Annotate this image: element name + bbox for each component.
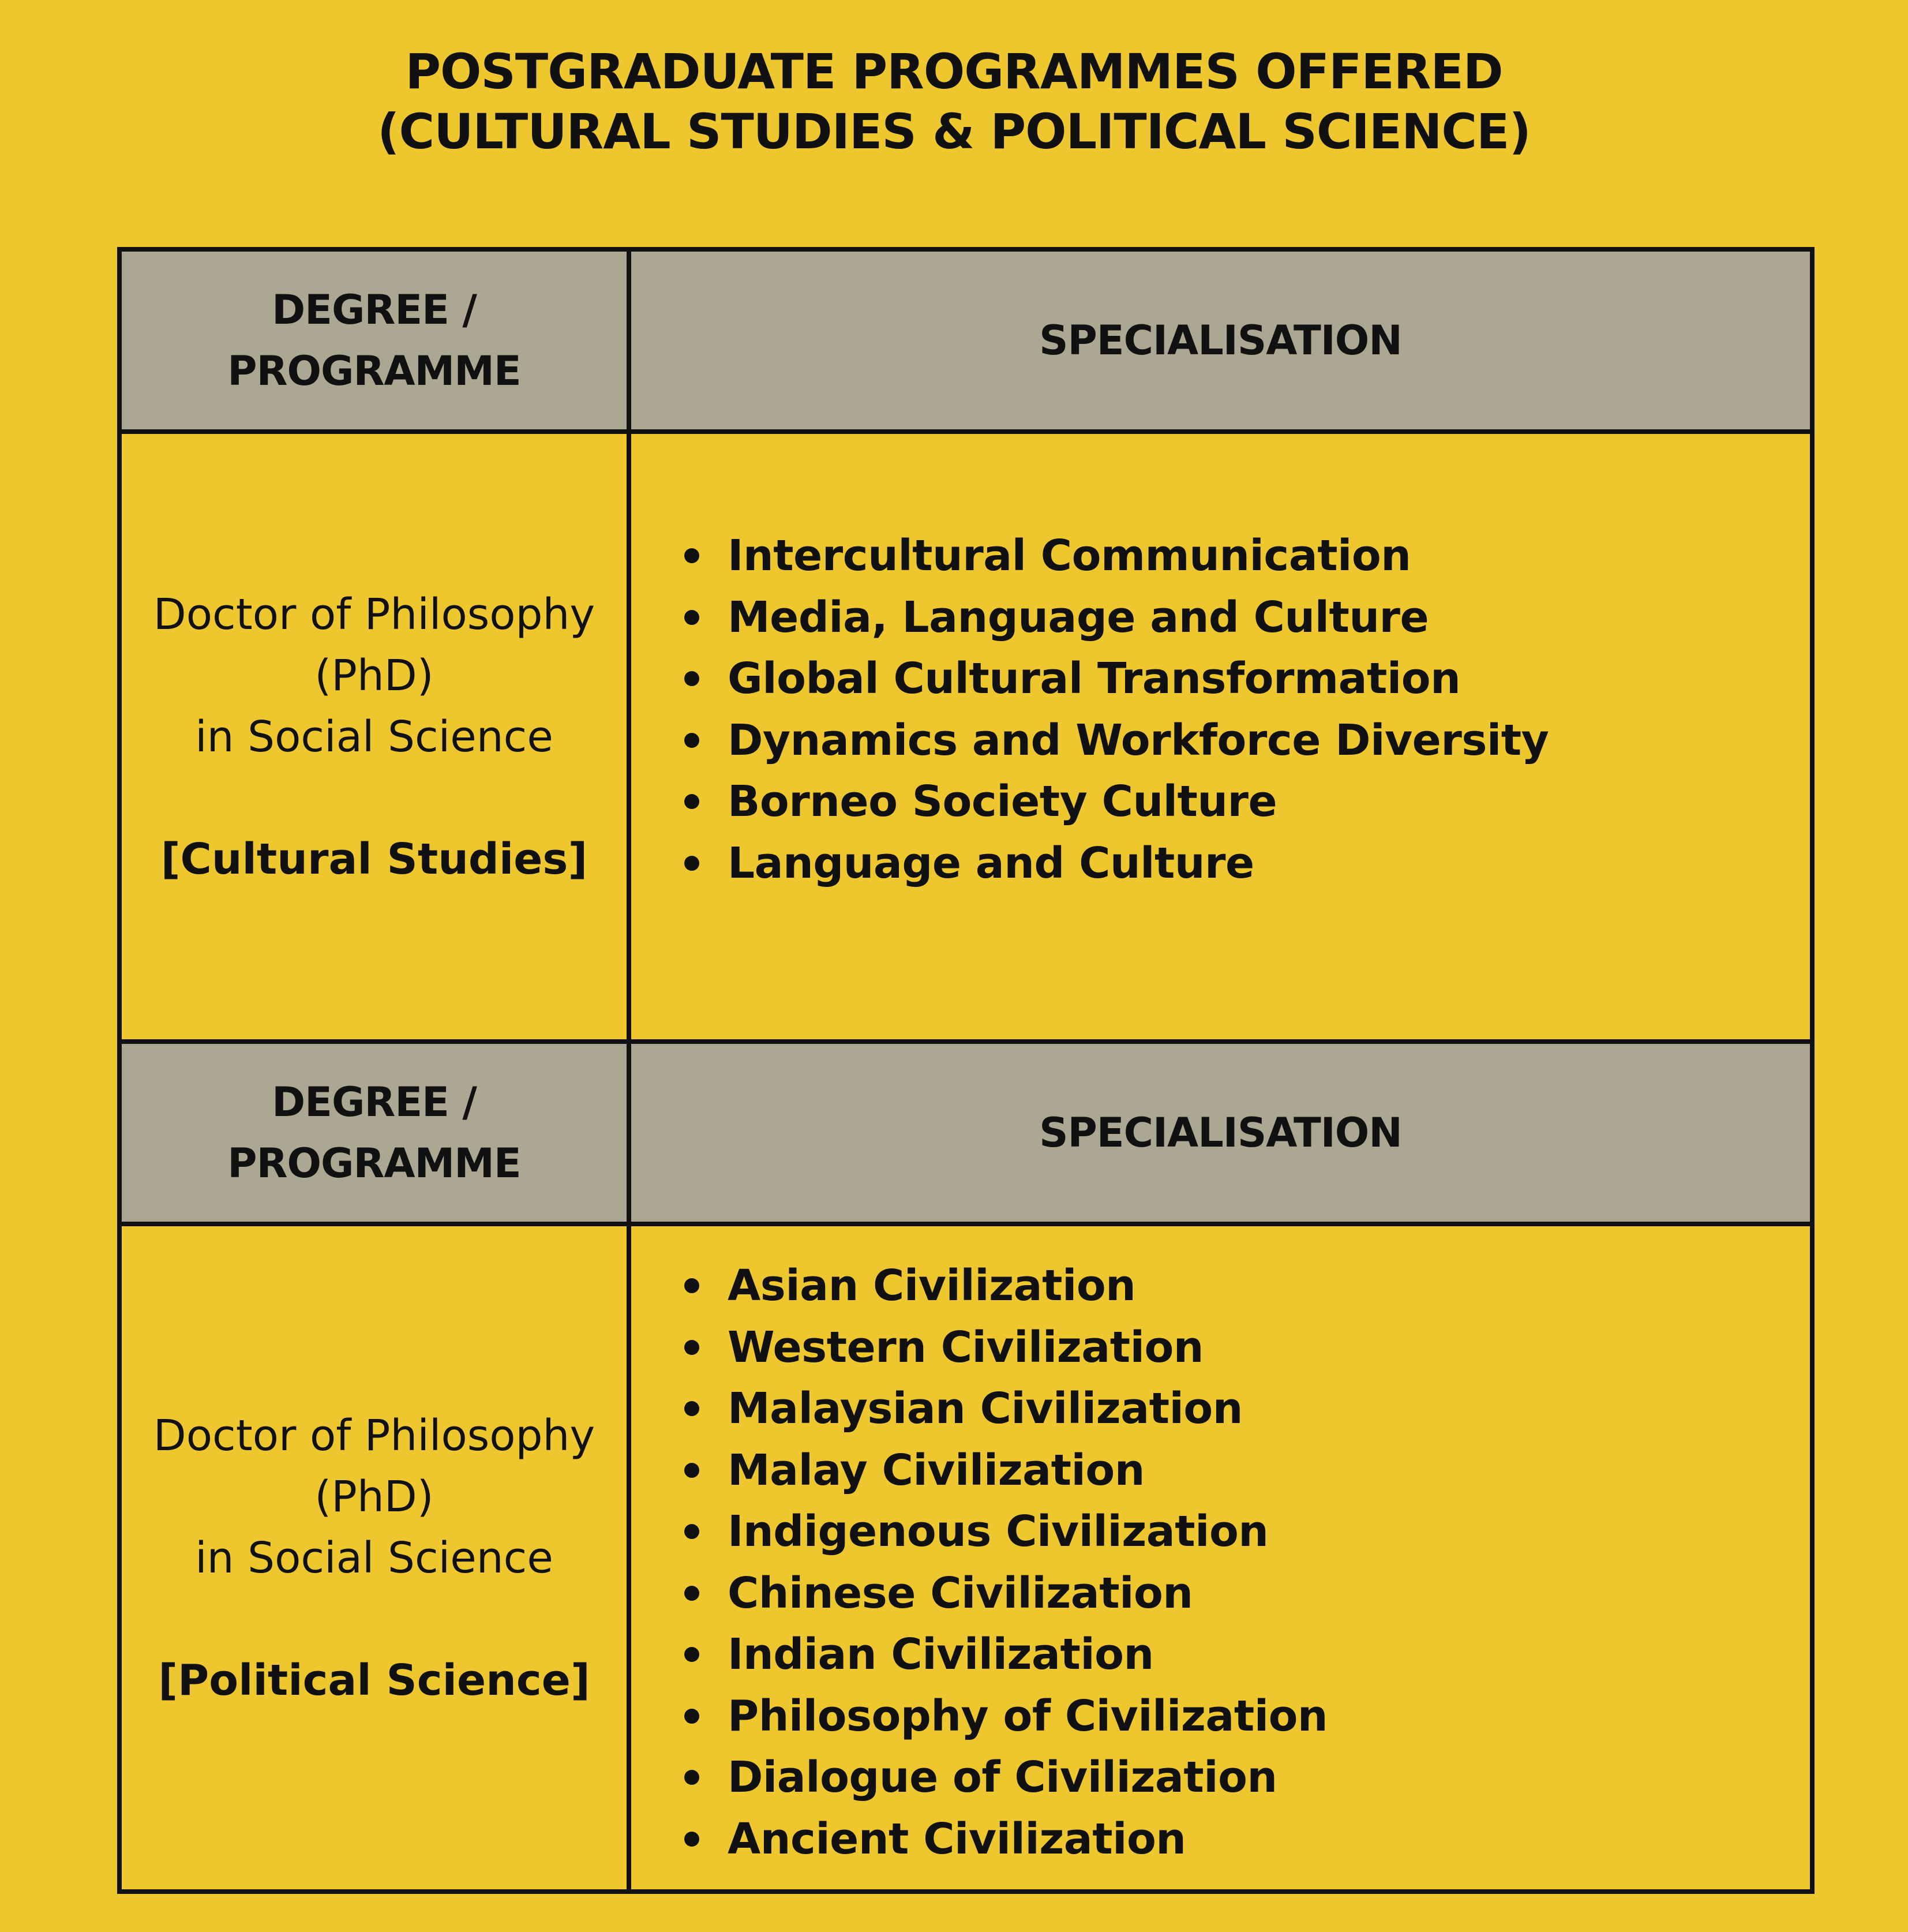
bullet-icon (684, 1463, 699, 1478)
list-item-label: Dynamics and Workforce Diversity (728, 715, 1549, 765)
list-item-label: Indian Civilization (728, 1630, 1154, 1679)
specialisation-list-political-science (684, 1255, 1328, 1870)
list-item-label: Ancient Civilization (728, 1814, 1186, 1864)
list-item-label: Language and Culture (728, 838, 1254, 888)
bullet-icon (684, 1524, 699, 1539)
programme-line-3: in Social Science (195, 712, 553, 762)
degree-header-line-1: DEGREE / (272, 1079, 477, 1126)
list-item-label: Borneo Society Culture (728, 777, 1277, 826)
bullet-icon (684, 794, 699, 809)
degree-programme-header (122, 252, 631, 429)
list-item (684, 648, 1549, 710)
list-item (684, 525, 1549, 587)
bullet-icon (684, 671, 699, 686)
bullet-icon (684, 610, 699, 625)
list-item-label: Western Civilization (728, 1322, 1204, 1372)
degree-header-line-1: DEGREE / (272, 286, 477, 334)
bullet-icon (684, 1401, 699, 1416)
programme-line-1: Doctor of Philosophy (153, 589, 595, 639)
specialisation-list-cultural-studies (684, 525, 1549, 894)
list-item-label: Malaysian Civilization (728, 1384, 1243, 1433)
list-item-label: Intercultural Communication (728, 531, 1411, 581)
bullet-icon (684, 548, 699, 563)
bullet-icon (684, 1647, 699, 1662)
degree-programme-header (122, 1044, 631, 1222)
list-item-label: Indigenous Civilization (728, 1507, 1269, 1556)
programme-cell (122, 1226, 631, 1889)
bullet-icon (684, 1832, 699, 1847)
specialisation-header-label: SPECIALISATION (1039, 317, 1402, 364)
programme-line-1: Doctor of Philosophy (153, 1410, 595, 1461)
programme-field: [Cultural Studies] (160, 834, 588, 884)
list-item-label: Philosophy of Civilization (728, 1691, 1328, 1741)
list-item (684, 1686, 1328, 1747)
list-item-label: Malay Civilization (728, 1445, 1145, 1495)
list-item (684, 1255, 1328, 1317)
programmes-table (117, 247, 1815, 1894)
page-title (0, 42, 1908, 162)
bullet-icon (684, 733, 699, 748)
programme-field: [Political Science] (158, 1655, 590, 1705)
bullet-icon (684, 1278, 699, 1293)
bullet-icon (684, 1709, 699, 1724)
table-header-row (122, 252, 1810, 434)
list-item (684, 710, 1549, 772)
programme-line-3: in Social Science (195, 1533, 553, 1583)
specialisation-header-label: SPECIALISATION (1039, 1109, 1402, 1156)
list-item (684, 1747, 1328, 1809)
programme-cell (122, 434, 631, 1039)
list-item (684, 833, 1549, 894)
degree-header-line-2: PROGRAMME (227, 347, 521, 395)
list-item-label: Dialogue of Civilization (728, 1753, 1277, 1802)
specialisation-header (631, 1044, 1810, 1222)
bullet-icon (684, 1770, 699, 1785)
table-header-row (122, 1044, 1810, 1226)
bullet-icon (684, 1340, 699, 1355)
page-title-line-2: (CULTURAL STUDIES & POLITICAL SCIENCE) (377, 103, 1531, 160)
list-item-label: Asian Civilization (728, 1261, 1136, 1311)
list-item-label: Chinese Civilization (728, 1568, 1193, 1618)
list-item (684, 1317, 1328, 1379)
page-title-line-1: POSTGRADUATE PROGRAMMES OFFERED (405, 43, 1503, 100)
list-item-label: Global Cultural Transformation (728, 654, 1461, 703)
programme-line-2: (PhD) (314, 650, 434, 701)
bullet-icon (684, 856, 699, 871)
programme-line-2: (PhD) (314, 1472, 434, 1522)
list-item (684, 771, 1549, 833)
list-item (684, 1378, 1328, 1440)
degree-header-line-2: PROGRAMME (227, 1140, 521, 1187)
list-item (684, 1440, 1328, 1502)
list-item (684, 1501, 1328, 1563)
list-item (684, 1624, 1328, 1686)
list-item (684, 1563, 1328, 1624)
bullet-icon (684, 1586, 699, 1601)
list-item (684, 587, 1549, 649)
specialisation-header (631, 252, 1810, 429)
list-item (684, 1809, 1328, 1870)
list-item-label: Media, Language and Culture (728, 592, 1429, 642)
